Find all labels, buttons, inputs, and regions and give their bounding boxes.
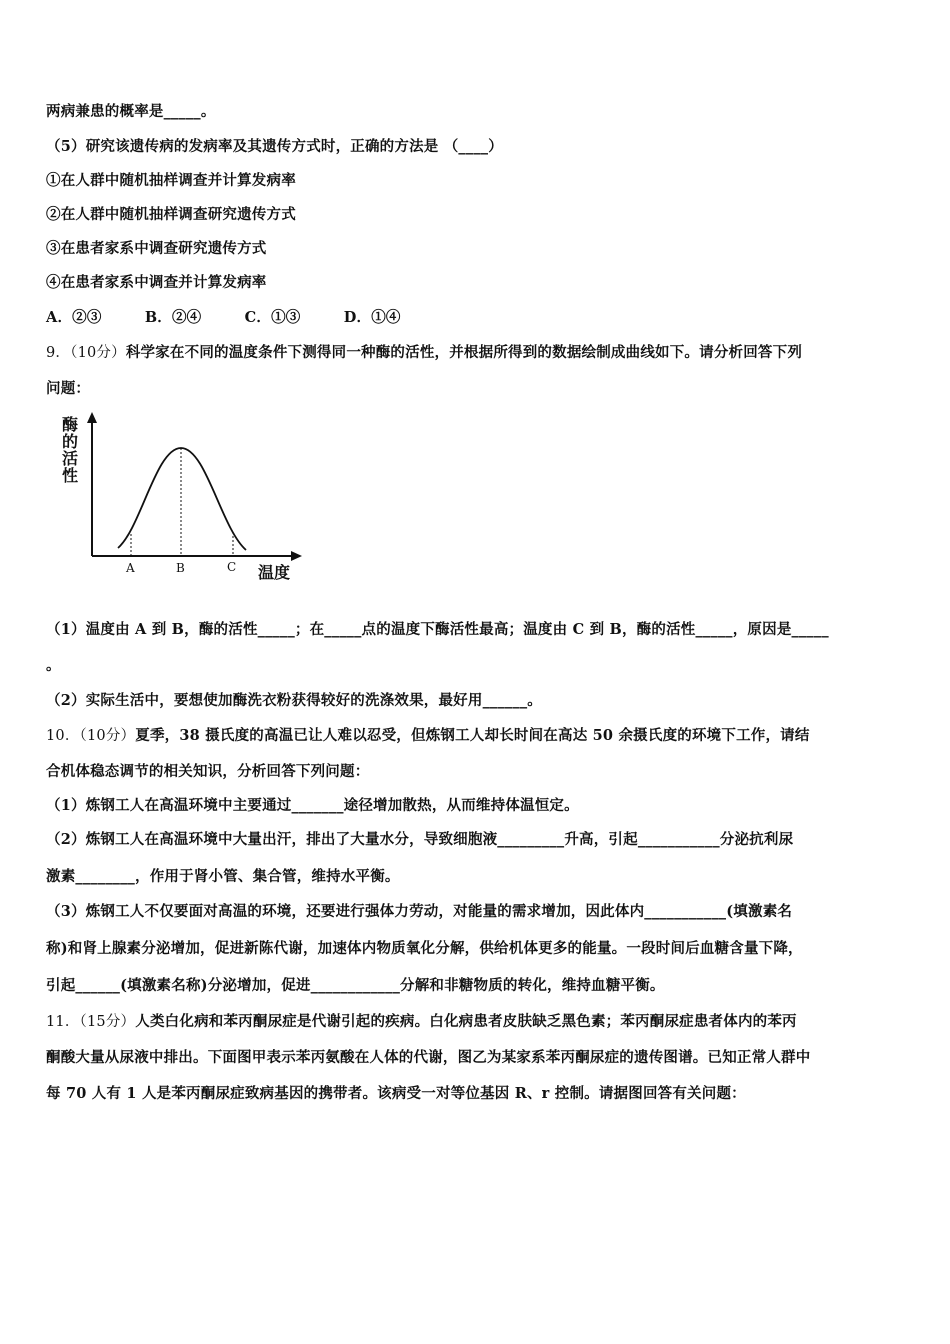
q10-sub3-line1: （3）炼钢工人不仅要面对高温的环境，还要进行强体力劳动，对能量的需求增加，因此体内___________(填激素名 [46, 903, 793, 920]
q9-sub1-line2: 。 [46, 657, 61, 674]
q9-sub1-line1: （1）温度由 A 到 B，酶的活性_____；在_____点的温度下酶活性最高；温度由 C 到 B，酶的活性_____，原因是_____ [46, 621, 829, 638]
x-axis-label: 温度 [258, 563, 291, 582]
tick-label-b: B [176, 561, 185, 575]
q8-options [46, 308, 439, 328]
q11-stem-text: 人类白化病和苯丙酮尿症是代谢引起的疾病。白化病患者皮肤缺乏黑色素；苯丙酮尿症患者体内的苯丙 [135, 1013, 797, 1030]
y-label-char-2: 的 [62, 432, 79, 451]
q8-item-3: ③在患者家系中调查研究遗传方式 [46, 240, 267, 257]
tick-label-c: C [227, 560, 237, 574]
q8-option-c: C．①③ [244, 309, 301, 326]
q8-sub5: （5）研究该遗传病的发病率及其遗传方式时，正确的方法是 （____） [46, 138, 503, 155]
q10-sub2-line2: 激素________，作用于肾小管、集合管，维持水平衡。 [46, 868, 400, 885]
q9-stem-line2: 问题： [46, 380, 91, 397]
x-axis-arrow-icon [291, 551, 302, 561]
q8-item-2: ②在人群中随机抽样调查研究遗传方式 [46, 206, 296, 223]
q8-tail: 两病兼患的概率是_____。 [46, 103, 216, 120]
q8-item-1: ①在人群中随机抽样调查并计算发病率 [46, 172, 296, 189]
q10-stem-text: 夏季，38 摄氏度的高温已让人难以忍受，但炼钢工人却长时间在高达 50 余摄氏度的环境下工作，请结 [135, 727, 810, 744]
enzyme-activity-figure [56, 408, 316, 588]
activity-curve [118, 448, 246, 550]
q9-stem-text: 科学家在不同的温度条件下测得同一种酶的活性，并根据所得到的数据绘制成曲线如下。请分析回答下列 [125, 344, 803, 361]
y-axis-arrow-icon [87, 412, 97, 423]
q10-sub1: （1）炼钢工人在高温环境中主要通过_______途径增加散热，从而维持体温恒定。 [46, 797, 579, 814]
q8-item-4: ④在患者家系中调查并计算发病率 [46, 274, 267, 291]
q10-sub3-line2: 称)和肾上腺素分泌增加，促进新陈代谢，加速体内物质氧化分解，供给机体更多的能量。一段时间后血糖含量下降， [46, 940, 803, 957]
q9-stem-line1 [46, 343, 802, 363]
y-label-char-3: 活 [62, 449, 79, 468]
tick-label-a: A [126, 561, 135, 575]
q9-number: 9．（10分） [46, 345, 126, 361]
q11-stem-line1 [46, 1012, 797, 1032]
q8-option-a: A．②③ [46, 309, 102, 326]
q8-option-b: B．②④ [144, 309, 202, 326]
q11-number: 11．（15分） [46, 1014, 136, 1030]
q11-stem-line2: 酮酸大量从尿液中排出。下面图甲表示苯丙氨酸在人体的代谢，图乙为某家系苯丙酮尿症的遗传图谱。已知正常人群中 [46, 1049, 811, 1066]
q11-stem-line3: 每 70 人有 1 人是苯丙酮尿症致病基因的携带者。该病受一对等位基因 R、r 控制。请据图回答有关问题： [46, 1085, 746, 1102]
q10-sub2-line1: （2）炼钢工人在高温环境中大量出汗，排出了大量水分，导致细胞液_________升高，引起___________分泌抗利尿 [46, 831, 794, 848]
y-label-char-1: 酶 [62, 415, 79, 434]
y-label-char-4: 性 [62, 466, 79, 485]
q10-stem-line2: 合机体稳态调节的相关知识，分析回答下列问题： [46, 763, 370, 780]
q8-option-d: D．①④ [343, 309, 401, 326]
q10-sub3-line3: 引起______(填激素名称)分泌增加，促进____________分解和非糖物质的转化，维持血糖平衡。 [46, 977, 665, 994]
enzyme-activity-curve-chart [56, 408, 316, 588]
q10-number: 10．（10分） [46, 728, 136, 744]
q9-sub2: （2）实际生活中，要想使加酶洗衣粉获得较好的洗涤效果，最好用______。 [46, 692, 542, 709]
q10-stem-line1 [46, 726, 810, 746]
